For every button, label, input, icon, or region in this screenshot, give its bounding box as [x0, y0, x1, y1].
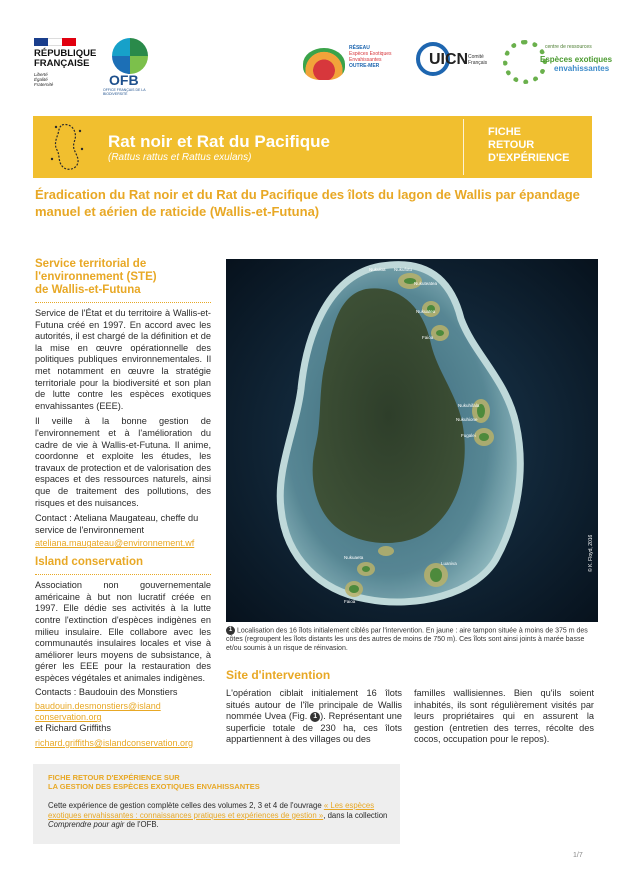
- ste-description: Service de l'État et du territoire à Wallis-et-Futuna créé en 1997. En accord avec les autorités, il est chargé de la définition et de la mise en œuvre opérationnelle des politiques publiques environnementales. Il met notamment en œuvre la stratégie territoriale pour la biodiversité et son plan de lutte contre les espèces exotiques envahissantes (EEE).: [35, 308, 211, 411]
- wallis-island-map-icon: [44, 119, 90, 175]
- ste-mission: Il veille à la bonne gestion de l'environnement et à l'amélioration du cadre de vie à Wallis-et-Futuna. Il anime, coordonne et exploite les études, les travaux de protection et de valorisation des espaces et des ressources naturels, ainsi que de traitement des pollutions, des risques et des nuisances.: [35, 416, 211, 508]
- svg-text:Nukuhifala: Nukuhifala: [458, 403, 480, 408]
- svg-text:Faioa: Faioa: [344, 599, 356, 604]
- ic-email-link-2[interactable]: richard.griffiths@islandconservation.org: [35, 737, 194, 748]
- reseau-eee-logo-icon: [303, 48, 345, 80]
- republique-francaise-logo: RÉPUBLIQUE FRANÇAISE: [34, 48, 97, 69]
- svg-text:Nukuaeta: Nukuaeta: [344, 555, 364, 560]
- svg-text:Nukuteatea: Nukuteatea: [414, 281, 438, 286]
- divider: [35, 302, 211, 304]
- species-title: Rat noir et Rat du Pacifique: [108, 132, 330, 151]
- species-latin-names: (Rattus rattus et Rattus exulans): [108, 152, 252, 163]
- svg-text:Luaniva: Luaniva: [441, 561, 457, 566]
- ofb-logo-subtitle: OFFICE FRANÇAIS DE LA BIODIVERSITÉ: [103, 88, 146, 96]
- svg-text:Nukuhione: Nukuhione: [456, 417, 478, 422]
- ste-contact: Contact : Ateliana Maugateau, cheffe du service de l'environnement: [35, 513, 199, 535]
- document-title: Éradication du Rat noir et du Rat du Pacifique des îlots du lagon de Wallis par épandage manuel et aérien de raticide (Wallis-et-Futuna): [35, 187, 580, 219]
- figure-number-badge: 1: [226, 626, 235, 635]
- svg-text:Nukuatea: Nukuatea: [416, 309, 436, 314]
- figure-caption: 1 Localisation des 16 îlots initialement ciblés par l'intervention. En jaune : aire tampon située à moins de 375 m des côtes (regroupent les îlots distants les uns des autres de moins de 750 m). Ces îlots sont ainsi joints à marée basse et/ou soumis à un risque de réinvasion.: [226, 627, 588, 652]
- uicn-logo-name: UICN: [429, 51, 469, 68]
- svg-text:Faioa: Faioa: [422, 335, 434, 340]
- ofb-logo-icon: [112, 38, 148, 74]
- uicn-logo-subtitle: Comité Français: [468, 54, 488, 66]
- site-text-col2: familles wallisiennes. Bien qu'ils soient inhabités, ils sont régulièrement visités par leurs propriétaires qui en assurent la gestion (entretien des terres, récolte des cocos, occupation pour le repos).: [414, 688, 594, 745]
- ic-description: Association non gouvernementale américaine à but non lucratif créée en 1997. Elle dédie ses activités à la lutte contre l'extinction d'espèces indigènes en milieu insulaire. Elle collabore avec les communautés insulaires locales et vise à améliorer leurs moyens de subsistance, à gérer les EEE pour la restauration des espèces végétales et animales indigènes.: [35, 580, 211, 684]
- especes-exotiques-logo-text: Espèces exotiques envahissantes: [540, 55, 613, 73]
- satellite-map-photo: [226, 259, 598, 622]
- ic-email-link-1[interactable]: baudouin.desmonstiers@island conservation.org: [35, 701, 161, 723]
- site-text-col1: L'opération ciblait initialement 16 îlots situés autour de l'île principale de Wallis nommée Uvea (Fig. 1 ). Représentant une superficie totale de 230 ha, ces îlots appartiennent à des villages ou des: [226, 688, 402, 745]
- wallis-lagoon-map: [226, 259, 598, 622]
- banner-divider: [463, 119, 464, 175]
- fiche-label: FICHE RETOUR D'EXPÉRIENCE: [488, 126, 570, 164]
- republique-motto: Liberté Égalité Fraternité: [34, 72, 54, 87]
- ofb-logo-name: OFB: [109, 72, 139, 88]
- photo-credit: © K. Floyd, 2016: [588, 534, 594, 572]
- collection-text: Cette expérience de gestion complète celles des volumes 2, 3 et 4 de l'ouvrage « Les espèces exotiques envahissantes : connaissances pratiques et expériences de gestion », dans la collection Comprendre pour agir de l'OFB.: [48, 801, 388, 829]
- page-number: 1/7: [573, 852, 583, 859]
- french-flag-icon: [34, 38, 76, 46]
- collection-heading: FICHE RETOUR D'EXPÉRIENCE SUR LA GESTION DES ESPÈCES EXOTIQUES ENVAHISSANTES: [48, 773, 260, 791]
- svg-text:Nukuloa: Nukuloa: [369, 267, 386, 272]
- ic-heading: Island conservation: [35, 556, 144, 569]
- reseau-eee-logo-text: RÉSEAU Espèces Exotiques Envahissantes OUTRE-MER: [349, 45, 392, 69]
- ic-contacts: Contacts : Baudouin des Monstiers: [35, 686, 178, 697]
- ic-contact-second: et Richard Griffiths: [35, 723, 111, 734]
- ste-email-link[interactable]: ateliana.maugateau@environnement.wf: [35, 538, 195, 549]
- left-column: [35, 258, 211, 748]
- divider: [35, 574, 211, 576]
- figure-reference-badge[interactable]: 1: [310, 712, 320, 722]
- especes-exotiques-small-text: centre de ressources: [545, 44, 592, 50]
- svg-text:Nukufotu: Nukufotu: [394, 267, 413, 272]
- svg-text:Fugalei: Fugalei: [461, 433, 476, 438]
- ste-heading: Service territorial de l'environnement (STE) de Wallis-et-Futuna: [35, 258, 157, 296]
- ouvrage-link[interactable]: « Les espèces exotiques envahissantes : connaissances pratiques et expériences de gestion »: [48, 801, 375, 820]
- site-heading: Site d'intervention: [226, 668, 331, 682]
